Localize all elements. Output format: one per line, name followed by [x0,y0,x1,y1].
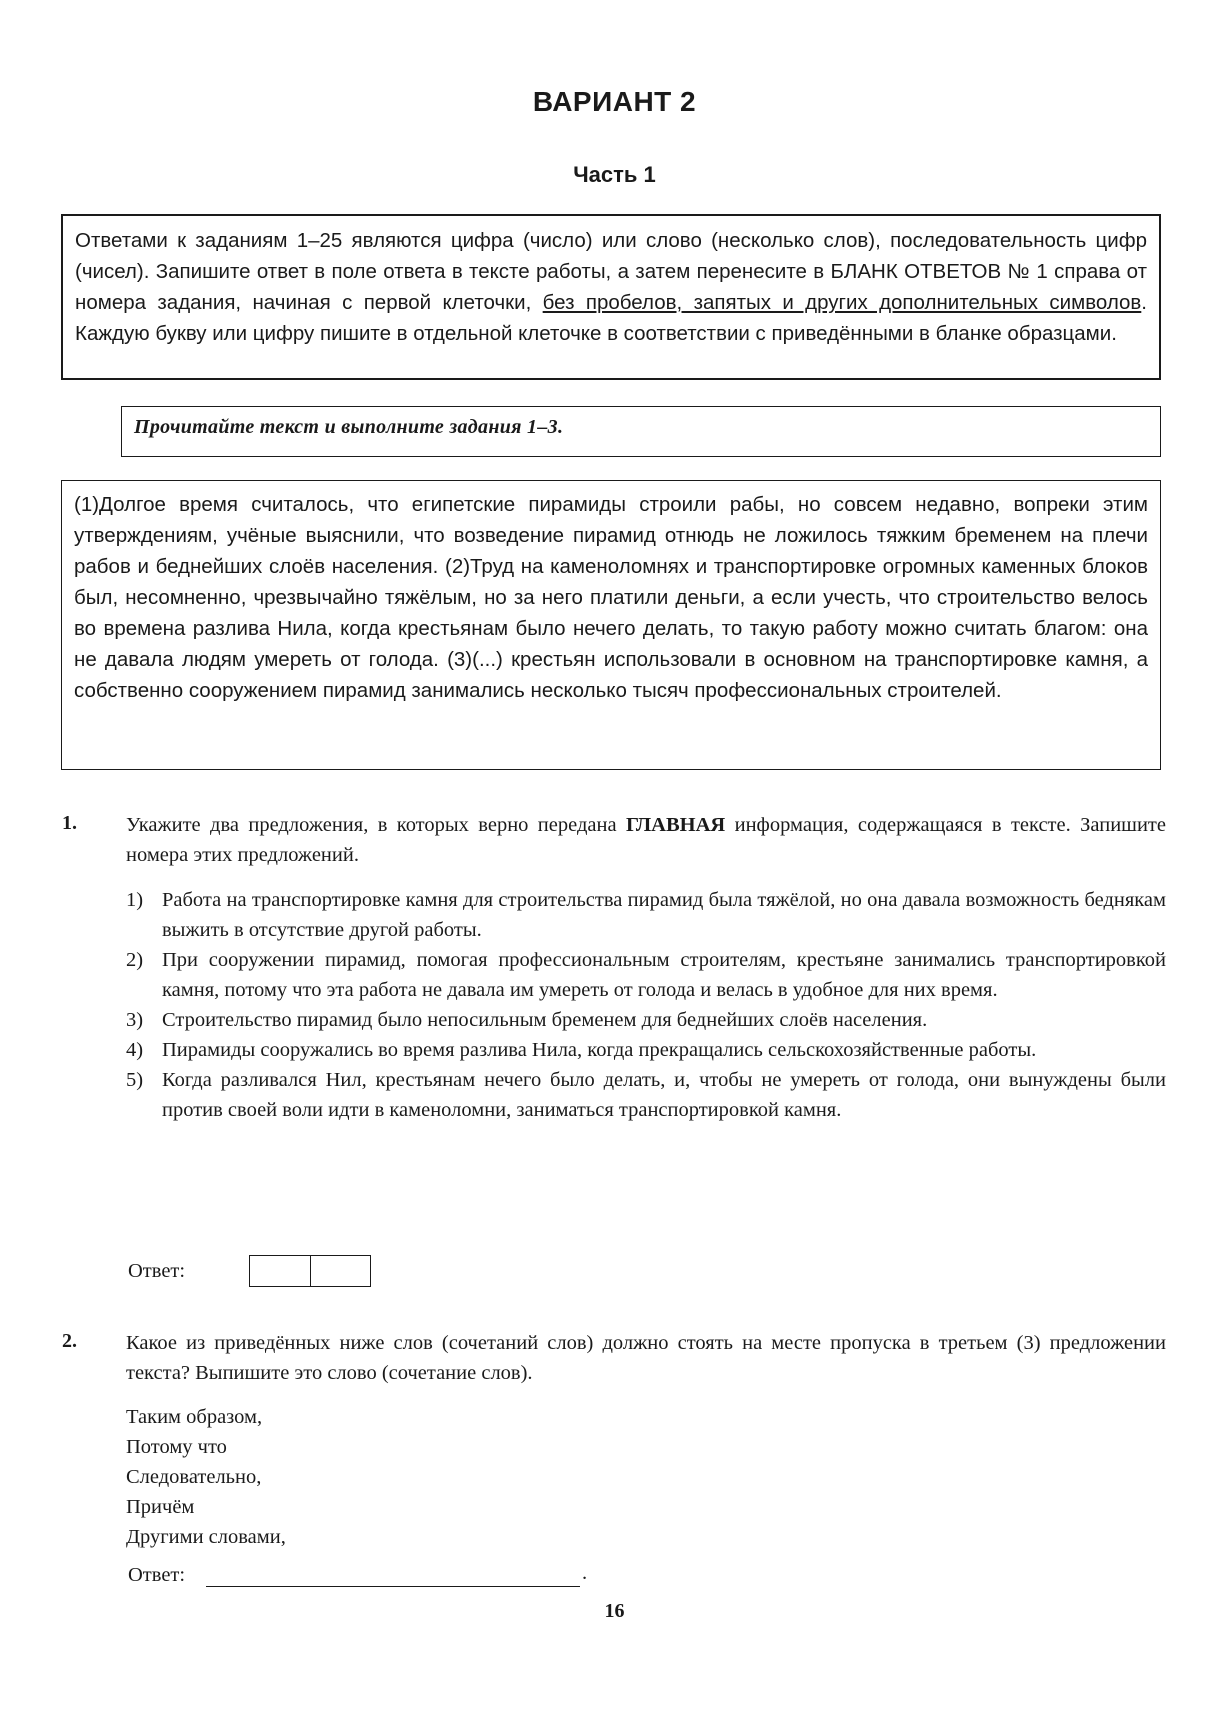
passage-box [61,480,1161,770]
option-3 [126,1005,1166,1035]
word-option: Таким образом, [126,1406,263,1428]
task-2-answer-period: . [582,1562,588,1584]
task-1-prompt-end: информация, содержащаяся в тексте. Запишите номера этих предложений. [126,814,1166,866]
instructions-text: Ответами к заданиям 1–25 являются цифра (число) или слово (несколько слов), последовательность цифр (чисел). Запишите ответ в поле ответа в тексте работы, а затем перенесите в БЛАНК ОТВЕТОВ № 1 справа от номера задания, начиная с первой клеточки, [75,229,1147,314]
task-2-word-list [126,1402,286,1552]
task-1-prompt-start: Укажите два предложения, в которых верно передана [126,814,626,836]
task-1-prompt-bold: ГЛАВНАЯ [625,814,726,836]
option-number: 5) [126,1069,144,1091]
option-1 [126,885,1166,945]
word-option: Следовательно, [126,1466,262,1488]
task-2-prompt: Какое из приведённых ниже слов (сочетаний слов) должно стоять на месте пропуска в третьем (3) предложении текста? Выпишите это слово (сочетание слов). [126,1332,1166,1384]
instructions-underlined: без пробелов, запятых и других дополнительных символов [542,291,1142,314]
instructions-text-end: . Каждую букву или цифру пишите в отдельной клеточке в соответствии с приведёнными в бланке образцами. [75,291,1147,345]
option-5 [126,1065,1166,1125]
read-prompt: Прочитайте текст и выполните задания 1–3. [134,416,564,438]
word-option: Потому что [126,1436,227,1458]
answer-cell[interactable] [250,1256,310,1286]
option-number: 4) [126,1039,144,1061]
word-option: Причём [126,1496,195,1518]
task-1-prompt [126,810,1166,870]
task-1-answer-cells[interactable] [249,1255,371,1287]
task-1-options [126,885,1166,1125]
task-1-answer-label: Ответ: [128,1260,186,1282]
option-number: 2) [126,949,144,971]
option-text: Когда разливался Нил, крестьянам нечего было делать, и, чтобы не умереть от голода, они вынуждены были против своей воли идти в каменоломни, заниматься транспортировкой камня. [162,1069,1166,1121]
page-title: ВАРИАНТ 2 [532,86,697,117]
option-2 [126,945,1166,1005]
option-text: При сооружении пирамид, помогая профессиональным строителям, крестьяне занимались транспортировкой камня, потому что эта работа не давала им умереть от голода и велась в удобное для них время. [162,949,1166,1001]
option-number: 1) [126,889,144,911]
option-number: 3) [126,1009,144,1031]
answer-cell[interactable] [310,1256,371,1286]
page-number: 16 [604,1600,625,1622]
option-text: Пирамиды сооружались во время разлива Нила, когда прекращались сельскохозяйственные работы. [162,1039,1037,1061]
passage-text: (1)Долгое время считалось, что египетские пирамиды строили рабы, но совсем недавно, вопреки этим утверждениям, учёные выяснили, что возведение пирамид отнюдь не ложилось тяжким бременем на плечи рабов и беднейших слоёв населения. (2)Труд на каменоломнях и транспортировке огромных каменных блоков был, несомненно, чрезвычайно тяжёлым, но за него платили деньги, а если учесть, что строительство велось во времена разлива Нила, когда крестьянам было нечего делать, то такую работу можно считать благом: она не давала людям умереть от голода. (3)(...) крестьян использовали в основном на транспортировке камня, а собственно сооружением пирамид занимались несколько тысяч профессиональных строителей. [74,493,1148,702]
option-text: Работа на транспортировке камня для строительства пирамид была тяжёлой, но она давала возможность беднякам выжить в отсутствие другой работы. [162,889,1166,941]
option-4 [126,1035,1166,1065]
task-2-answer-label: Ответ: [128,1564,186,1586]
word-option: Другими словами, [126,1526,286,1548]
task-1-number: 1. [62,812,77,834]
part-heading: Часть 1 [573,162,656,187]
task-2-answer-line[interactable] [206,1566,580,1587]
option-text: Строительство пирамид было непосильным бременем для беднейших слоёв населения. [162,1009,928,1031]
read-prompt-box [121,406,1161,457]
task-2-number: 2. [62,1330,77,1352]
instructions-box [61,214,1161,380]
